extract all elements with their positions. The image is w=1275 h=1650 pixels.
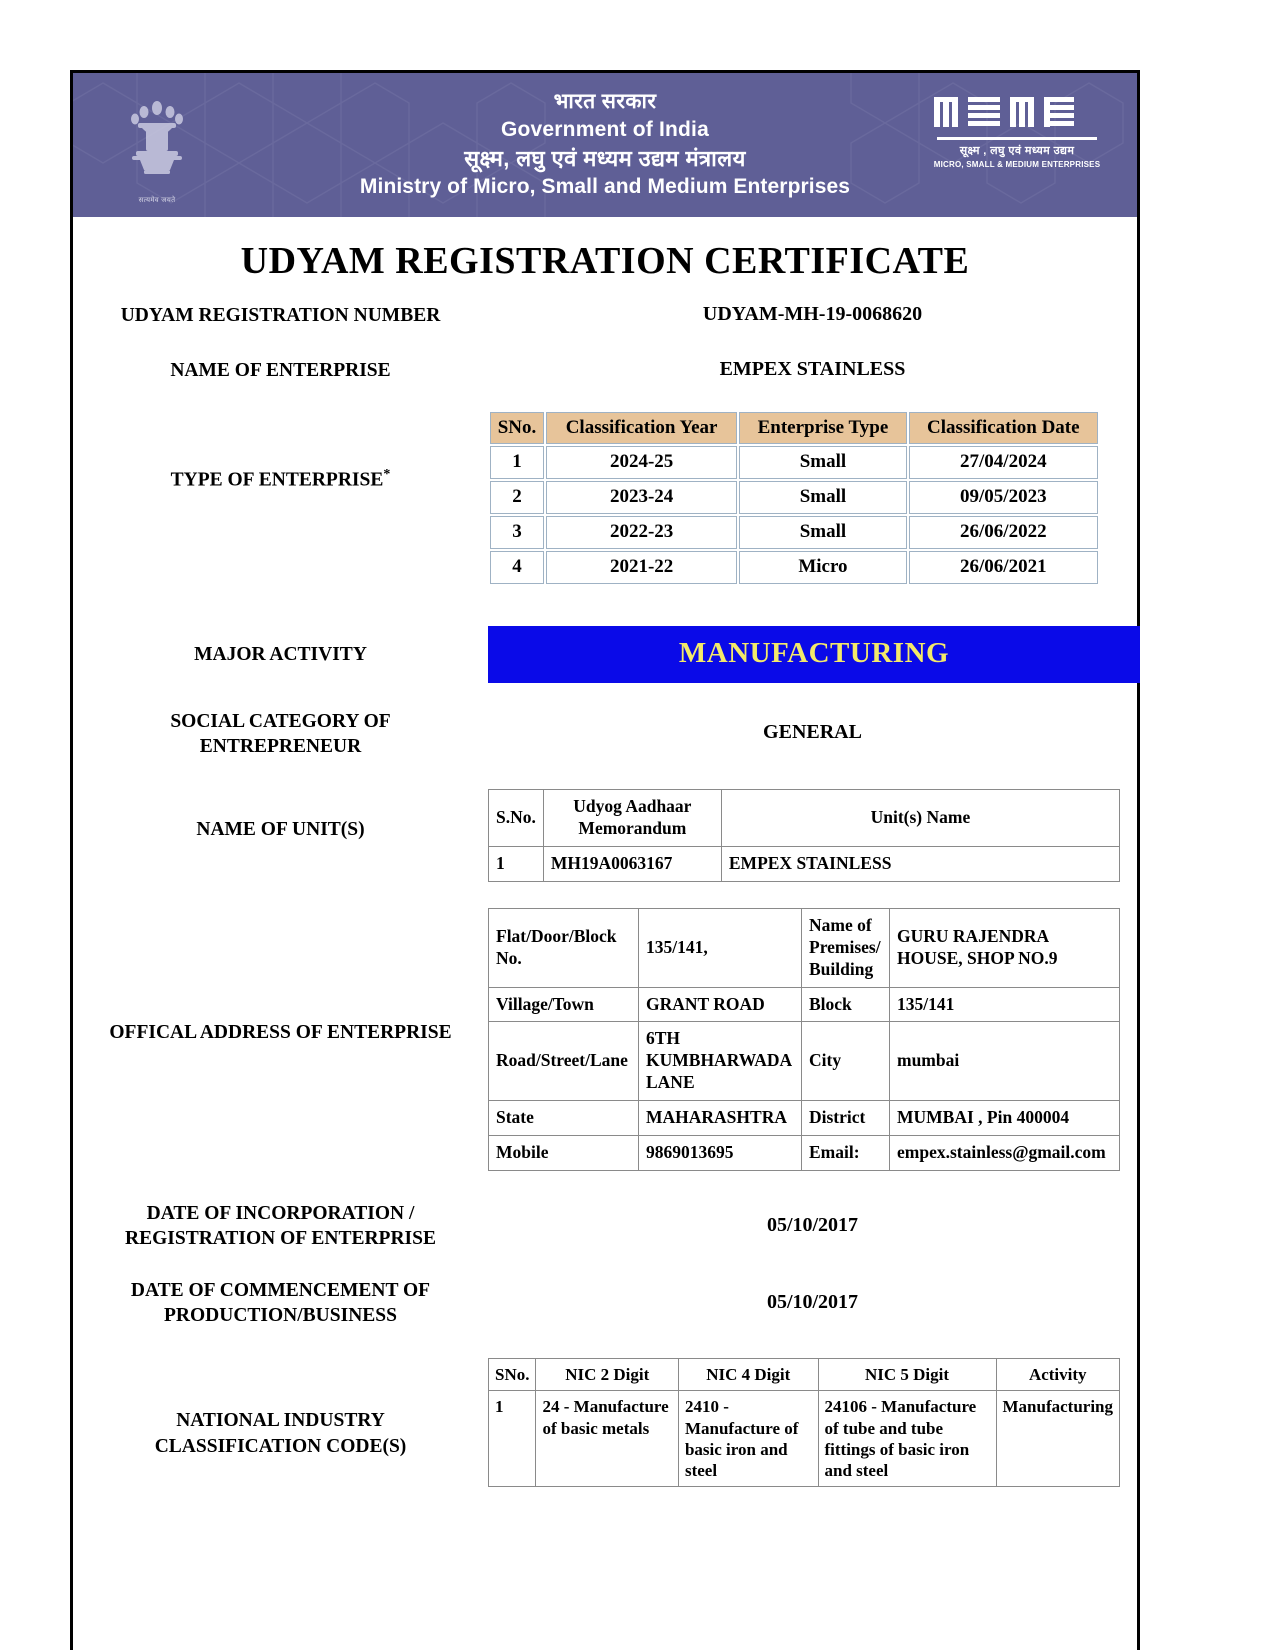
table-row (490, 551, 1098, 584)
date-commencement-label (73, 1278, 488, 1329)
units-header-sno: S.No. (489, 790, 544, 847)
social-category-value: GENERAL (763, 720, 862, 743)
major-activity-row (73, 626, 1137, 683)
classification-date: 26/06/2022 (909, 516, 1098, 549)
header-hindi-government: भारत सरकार (553, 90, 657, 114)
date-incorporation-value: 05/10/2017 (766, 1213, 859, 1236)
classification-table-wrap (488, 410, 1137, 586)
date-incorporation-row (73, 1201, 1137, 1252)
date-commencement-row (73, 1278, 1137, 1329)
major-activity-banner: MANUFACTURING (488, 626, 1140, 683)
date-commencement-value: 05/10/2017 (766, 1290, 859, 1313)
units-cell-uam: MH19A0063167 (543, 847, 721, 882)
address-value-email: empex.stainless@gmail.com (890, 1135, 1120, 1170)
address-key-village: Village/Town (489, 987, 639, 1022)
social-category-label (73, 709, 488, 760)
nic-header-sno: SNo. (489, 1359, 536, 1391)
units-table-header-row (489, 790, 1120, 847)
msme-wordmark-icon (927, 91, 1107, 133)
nic-table-header-row (489, 1359, 1120, 1391)
date-incorporation-label-line2: REGISTRATION OF ENTERPRISE (125, 1228, 436, 1250)
enterprise-name-row (73, 358, 1137, 383)
address-value-flat: 135/141, (639, 908, 802, 987)
certificate-page (70, 70, 1140, 1650)
nic-cell-activity: Manufacturing (996, 1391, 1120, 1487)
emblem-motto: सत्यमेव जयते (138, 197, 176, 204)
units-header-uam-line1: Udyog Aadhaar (573, 796, 692, 817)
units-table (488, 789, 1120, 882)
address-key-city: City (802, 1022, 890, 1101)
classification-date: 27/04/2024 (909, 446, 1098, 479)
name-of-units-label: NAME OF UNIT(S) (196, 819, 365, 841)
classification-type: Micro (739, 551, 906, 584)
nic-cell-5digit: 24106 - Manufacture of tube and tube fittings of basic iron and steel (818, 1391, 996, 1487)
units-cell-name: EMPEX STAINLESS (721, 847, 1119, 882)
date-incorporation-label (73, 1201, 488, 1252)
classification-year: 2024-25 (546, 446, 737, 479)
classification-year: 2023-24 (546, 481, 737, 514)
table-row (489, 1101, 1120, 1136)
ashoka-emblem-icon (117, 85, 197, 205)
address-table-wrap (488, 908, 1137, 1171)
address-table (488, 908, 1120, 1171)
registration-number-row (73, 303, 1137, 328)
table-row (489, 1391, 1120, 1487)
units-header-unit-name: Unit(s) Name (721, 790, 1119, 847)
table-row (489, 908, 1120, 987)
msme-logo-hindi: सूक्ष्म , लघु एवं मध्यम उद्यम (959, 145, 1075, 157)
nic-table (488, 1358, 1120, 1487)
nic-cell-4digit: 2410 - Manufacture of basic iron and steel (678, 1391, 818, 1487)
classification-table-header-row (490, 412, 1098, 445)
type-of-enterprise-row (73, 410, 1137, 586)
classification-sno: 3 (490, 516, 544, 549)
classification-sno: 1 (490, 446, 544, 479)
address-key-district: District (802, 1101, 890, 1136)
address-key-state: State (489, 1101, 639, 1136)
type-of-enterprise-asterisk: * (383, 466, 391, 482)
social-category-label-line1: SOCIAL CATEGORY OF (170, 710, 391, 732)
classification-header-type: Enterprise Type (739, 412, 906, 445)
classification-date: 09/05/2023 (909, 481, 1098, 514)
date-commencement-label-line1: DATE OF COMMENCEMENT OF (130, 1279, 431, 1301)
address-value-district: MUMBAI , Pin 400004 (890, 1101, 1120, 1136)
classification-type: Small (739, 481, 906, 514)
enterprise-name-value: EMPEX STAINLESS (719, 358, 906, 381)
nic-table-wrap (488, 1358, 1137, 1487)
address-key-email: Email: (802, 1135, 890, 1170)
classification-type: Small (739, 446, 906, 479)
name-of-units-row (73, 789, 1137, 882)
nic-codes-label-line2: CLASSIFICATION CODE(S) (154, 1435, 407, 1457)
registration-number-label: UDYAM REGISTRATION NUMBER (120, 305, 441, 326)
address-key-block: Block (802, 987, 890, 1022)
nic-header-5digit: NIC 5 Digit (818, 1359, 996, 1391)
nic-header-4digit: NIC 4 Digit (678, 1359, 818, 1391)
page-title: UDYAM REGISTRATION CERTIFICATE (240, 240, 970, 282)
official-address-row (73, 908, 1137, 1171)
nic-header-2digit: NIC 2 Digit (536, 1359, 678, 1391)
address-key-road: Road/Street/Lane (489, 1022, 639, 1101)
units-table-wrap (488, 789, 1137, 882)
classification-sno: 4 (490, 551, 544, 584)
major-activity-value-wrap (488, 626, 1140, 683)
nic-cell-sno: 1 (489, 1391, 536, 1487)
header-english-government: Government of India (500, 118, 709, 142)
registration-number-value: UDYAM-MH-19-0068620 (702, 303, 923, 325)
nic-header-activity: Activity (996, 1359, 1120, 1391)
official-address-label: OFFICAL ADDRESS OF ENTERPRISE (109, 1021, 452, 1043)
classification-year: 2022-23 (546, 516, 737, 549)
header-band (73, 73, 1137, 217)
social-category-row (73, 709, 1137, 760)
table-row (490, 446, 1098, 479)
major-activity-label: MAJOR ACTIVITY (194, 643, 367, 665)
msme-logo-english: MICRO, SMALL & MEDIUM ENTERPRISES (933, 160, 1101, 169)
msme-logo (927, 91, 1107, 169)
address-value-mobile: 9869013695 (639, 1135, 802, 1170)
enterprise-name-label: NAME OF ENTERPRISE (170, 360, 391, 382)
nic-codes-label-line1: NATIONAL INDUSTRY (176, 1410, 385, 1432)
table-row (489, 1135, 1120, 1170)
units-cell-sno: 1 (489, 847, 544, 882)
nic-cell-2digit: 24 - Manufacture of basic metals (536, 1391, 678, 1487)
table-row (490, 481, 1098, 514)
social-category-label-line2: ENTREPRENEUR (199, 736, 362, 758)
classification-year: 2021-22 (546, 551, 737, 584)
type-of-enterprise-label (73, 410, 488, 493)
classification-date: 26/06/2021 (909, 551, 1098, 584)
table-row (489, 987, 1120, 1022)
date-incorporation-label-line1: DATE OF INCORPORATION / (146, 1202, 415, 1224)
table-row (489, 1022, 1120, 1101)
classification-type: Small (739, 516, 906, 549)
address-value-block: 135/141 (890, 987, 1120, 1022)
units-header-uam (543, 790, 721, 847)
address-key-flat: Flat/Door/Block No. (489, 908, 639, 987)
units-header-uam-line2: Memorandum (578, 818, 687, 839)
classification-header-date: Classification Date (909, 412, 1098, 445)
classification-header-year: Classification Year (546, 412, 737, 445)
address-value-state: MAHARASHTRA (639, 1101, 802, 1136)
classification-sno: 2 (490, 481, 544, 514)
header-titles (360, 90, 850, 199)
nic-codes-label (73, 1358, 488, 1459)
table-row (490, 516, 1098, 549)
address-value-city: mumbai (890, 1022, 1120, 1101)
address-value-road: 6TH KUMBHARWADA LANE (639, 1022, 802, 1101)
msme-divider (937, 137, 1097, 140)
address-value-village: GRANT ROAD (639, 987, 802, 1022)
address-key-mobile: Mobile (489, 1135, 639, 1170)
classification-table (488, 410, 1100, 586)
table-row (489, 847, 1120, 882)
nic-codes-row (73, 1358, 1137, 1487)
address-key-premises: Name of Premises/ Building (802, 908, 890, 987)
header-english-ministry: Ministry of Micro, Small and Medium Enterprises (359, 174, 851, 198)
type-of-enterprise-label-text: TYPE OF ENTERPRISE (170, 469, 384, 491)
date-commencement-label-line2: PRODUCTION/BUSINESS (164, 1304, 397, 1326)
address-value-premises: GURU RAJENDRA HOUSE, SHOP NO.9 (890, 908, 1120, 987)
classification-header-sno: SNo. (490, 412, 544, 445)
header-hindi-ministry: सूक्ष्म, लघु एवं मध्यम उद्यम मंत्रालय (464, 145, 746, 171)
